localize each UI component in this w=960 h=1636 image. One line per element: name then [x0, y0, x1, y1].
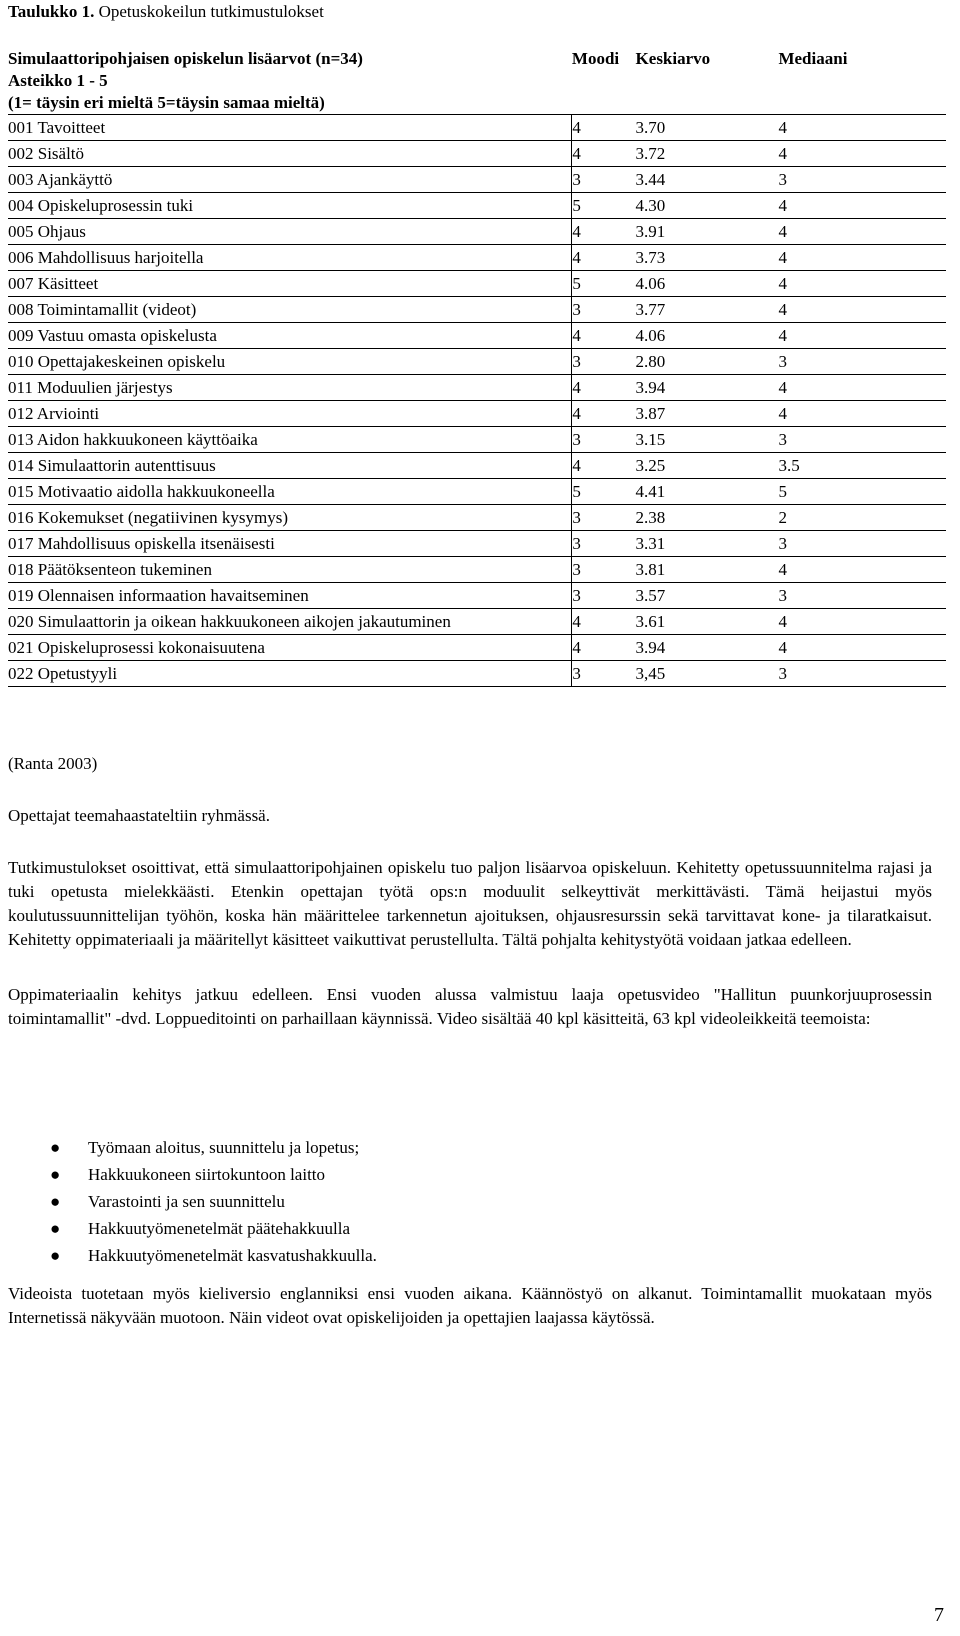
row-label: 017 Mahdollisuus opiskella itsenäisesti [8, 531, 572, 557]
row-label: 018 Päätöksenteon tukeminen [8, 557, 572, 583]
table-row [8, 349, 946, 375]
row-label: 011 Moduulien järjestys [8, 375, 572, 401]
row-keskiarvo: 3.61 [636, 609, 779, 635]
row-keskiarvo: 3.44 [636, 167, 779, 193]
table-row [8, 609, 946, 635]
row-mediaani: 4 [778, 635, 946, 661]
table-row [8, 583, 946, 609]
row-mediaani: 4 [778, 609, 946, 635]
row-label: 003 Ajankäyttö [8, 167, 572, 193]
row-mediaani: 3 [778, 583, 946, 609]
table-row [8, 167, 946, 193]
table-row [8, 297, 946, 323]
table-row [8, 479, 946, 505]
row-keskiarvo: 3.15 [636, 427, 779, 453]
row-mediaani: 3 [778, 661, 946, 687]
row-moodi: 3 [572, 349, 636, 375]
bullet-icon: ● [50, 1219, 61, 1238]
row-label: 015 Motivaatio aidolla hakkuukoneella [8, 479, 572, 505]
row-moodi: 4 [572, 141, 636, 167]
row-mediaani: 4 [778, 297, 946, 323]
row-moodi: 4 [572, 245, 636, 271]
row-moodi: 3 [572, 505, 636, 531]
row-keskiarvo: 3.87 [636, 401, 779, 427]
table-caption [8, 2, 324, 22]
table-row [8, 453, 946, 479]
table-body [8, 115, 946, 687]
row-moodi: 3 [572, 531, 636, 557]
bullet-icon: ● [50, 1138, 61, 1157]
row-moodi: 4 [572, 219, 636, 245]
row-label: 012 Arviointi [8, 401, 572, 427]
caption-label: Taulukko 1. [8, 2, 95, 21]
row-moodi: 4 [572, 453, 636, 479]
row-moodi: 3 [572, 427, 636, 453]
row-mediaani: 4 [778, 245, 946, 271]
row-label: 020 Simulaattorin ja oikean hakkuukoneen aikojen jakautuminen [8, 609, 572, 635]
row-keskiarvo: 4.30 [636, 193, 779, 219]
row-mediaani: 4 [778, 375, 946, 401]
row-keskiarvo: 4.06 [636, 323, 779, 349]
topic-text: Varastointi ja sen suunnittelu [88, 1192, 285, 1211]
table-row [8, 245, 946, 271]
topic-item [8, 1188, 377, 1215]
row-keskiarvo: 3.70 [636, 115, 779, 141]
row-mediaani: 2 [778, 505, 946, 531]
table-row [8, 531, 946, 557]
row-moodi: 3 [572, 583, 636, 609]
row-moodi: 4 [572, 635, 636, 661]
topics-list [8, 1134, 377, 1269]
header-keskiarvo: Keskiarvo [635, 49, 711, 68]
paragraph-material: Oppimateriaalin kehitys jatkuu edelleen. Ensi vuoden alussa valmistuu laaja opetusvideo "Hallitun puunkorjuuprosessin toimintamallit" -dvd. Loppueditointi on parhaillaan käynnissä. Video sisältää 40 kpl käsitteitä, 63 kpl videoleikkeitä teemoista: [8, 985, 932, 1028]
caption-title: Opetuskokeilun tutkimustulokset [98, 2, 324, 21]
bullet-icon: ● [50, 1165, 61, 1184]
row-moodi: 3 [572, 557, 636, 583]
row-keskiarvo: 3.94 [636, 635, 779, 661]
row-label: 004 Opiskeluprosessin tuki [8, 193, 572, 219]
topic-item [8, 1215, 377, 1242]
header-label-line2: Asteikko 1 - 5 [8, 71, 108, 90]
topic-item [8, 1134, 377, 1161]
topic-text: Hakkuutyömenetelmät kasvatushakkuulla. [88, 1246, 377, 1265]
row-moodi: 5 [572, 193, 636, 219]
row-keskiarvo: 3,45 [636, 661, 779, 687]
row-moodi: 4 [572, 609, 636, 635]
row-keskiarvo: 3.94 [636, 375, 779, 401]
row-label: 005 Ohjaus [8, 219, 572, 245]
row-mediaani: 3 [778, 531, 946, 557]
row-mediaani: 4 [778, 401, 946, 427]
row-mediaani: 4 [778, 193, 946, 219]
row-mediaani: 4 [778, 115, 946, 141]
table-row [8, 375, 946, 401]
row-mediaani: 4 [778, 271, 946, 297]
paragraph-results: Tutkimustulokset osoittivat, että simulaattoripohjainen opiskelu tuo paljon lisäarvoa opiskeluun. Kehitetty opetussuunnitelma rajasi ja tuki opetusta mielekkäästi. Etenkin opettajan työtä ops:n moduulit selkeyttivät merkittävästi. Tämä heijastui myös koulutussuunnittelijan työhön, koska hän määrittelee tarkennetun ajoituksen, ohjausresurssin sekä tarvittavat kone- ja tilaratkaisut. Kehitetty oppimateriaali ja määritellyt käsitteet vaikuttivat perustellulta. Tältä pohjalta kehitystyötä voidaan jatkaa edelleen. [8, 858, 932, 949]
table-row [8, 661, 946, 687]
row-mediaani: 4 [778, 323, 946, 349]
row-label: 014 Simulaattorin autenttisuus [8, 453, 572, 479]
row-moodi: 3 [572, 167, 636, 193]
topic-item [8, 1242, 377, 1269]
table-row [8, 115, 946, 141]
row-mediaani: 4 [778, 557, 946, 583]
row-label: 010 Opettajakeskeinen opiskelu [8, 349, 572, 375]
row-label: 001 Tavoitteet [8, 115, 572, 141]
paragraph-translation: Videoista tuotetaan myös kieliversio englanniksi ensi vuoden aikana. Käännöstyö on alkanut. Toimintamallit muokataan myös Internetissä näkyvään muotoon. Näin videot ovat opiskelijoiden ja opettajien laajassa käytössä. [8, 1284, 932, 1327]
row-keskiarvo: 3.57 [636, 583, 779, 609]
header-label-line3: (1= täysin eri mieltä 5=täysin samaa mieltä) [8, 93, 325, 112]
row-keskiarvo: 3.81 [636, 557, 779, 583]
row-moodi: 5 [572, 479, 636, 505]
row-label: 002 Sisältö [8, 141, 572, 167]
row-moodi: 4 [572, 401, 636, 427]
row-moodi: 4 [572, 115, 636, 141]
table-header-row [8, 48, 946, 115]
results-table [8, 48, 946, 687]
row-mediaani: 3 [778, 167, 946, 193]
row-moodi: 3 [572, 661, 636, 687]
row-moodi: 5 [572, 271, 636, 297]
row-mediaani: 5 [778, 479, 946, 505]
table-row [8, 505, 946, 531]
table-row [8, 271, 946, 297]
row-mediaani: 4 [778, 141, 946, 167]
table-row [8, 193, 946, 219]
row-mediaani: 3 [778, 349, 946, 375]
bullet-icon: ● [50, 1192, 61, 1211]
table-row [8, 219, 946, 245]
source-note: (Ranta 2003) [8, 754, 98, 773]
header-mediaani: Mediaani [778, 49, 848, 68]
row-label: 019 Olennaisen informaation havaitseminen [8, 583, 572, 609]
row-keskiarvo: 3.91 [636, 219, 779, 245]
row-mediaani: 4 [778, 219, 946, 245]
topic-text: Työmaan aloitus, suunnittelu ja lopetus; [88, 1138, 360, 1157]
row-keskiarvo: 3.25 [636, 453, 779, 479]
table-row [8, 427, 946, 453]
row-moodi: 4 [572, 323, 636, 349]
table-row [8, 323, 946, 349]
row-label: 008 Toimintamallit (videot) [8, 297, 572, 323]
header-label [8, 48, 572, 115]
row-label: 006 Mahdollisuus harjoitella [8, 245, 572, 271]
row-mediaani: 3 [778, 427, 946, 453]
row-keskiarvo: 3.77 [636, 297, 779, 323]
header-label-line1: Simulaattoripohjaisen opiskelun lisäarvot (n=34) [8, 49, 363, 68]
row-label: 007 Käsitteet [8, 271, 572, 297]
row-keskiarvo: 4.06 [636, 271, 779, 297]
row-moodi: 3 [572, 297, 636, 323]
topic-item [8, 1161, 377, 1188]
row-label: 009 Vastuu omasta opiskelusta [8, 323, 572, 349]
row-mediaani: 3.5 [778, 453, 946, 479]
header-moodi: Moodi [571, 49, 620, 68]
row-keskiarvo: 4.41 [636, 479, 779, 505]
table-row [8, 401, 946, 427]
topic-text: Hakkuukoneen siirtokuntoon laitto [88, 1165, 326, 1184]
bullet-icon: ● [50, 1246, 61, 1265]
row-keskiarvo: 3.73 [636, 245, 779, 271]
row-keskiarvo: 2.38 [636, 505, 779, 531]
row-label: 016 Kokemukset (negatiivinen kysymys) [8, 505, 572, 531]
table-row [8, 635, 946, 661]
table-row [8, 141, 946, 167]
topic-text: Hakkuutyömenetelmät päätehakkuulla [88, 1219, 350, 1238]
row-keskiarvo: 2.80 [636, 349, 779, 375]
row-keskiarvo: 3.72 [636, 141, 779, 167]
row-label: 022 Opetustyyli [8, 661, 572, 687]
row-label: 013 Aidon hakkuukoneen käyttöaika [8, 427, 572, 453]
group-note: Opettajat teemahaastateltiin ryhmässä. [8, 806, 270, 825]
row-moodi: 4 [572, 375, 636, 401]
table-row [8, 557, 946, 583]
row-label: 021 Opiskeluprosessi kokonaisuutena [8, 635, 572, 661]
row-keskiarvo: 3.31 [636, 531, 779, 557]
page-number: 7 [934, 1604, 944, 1626]
